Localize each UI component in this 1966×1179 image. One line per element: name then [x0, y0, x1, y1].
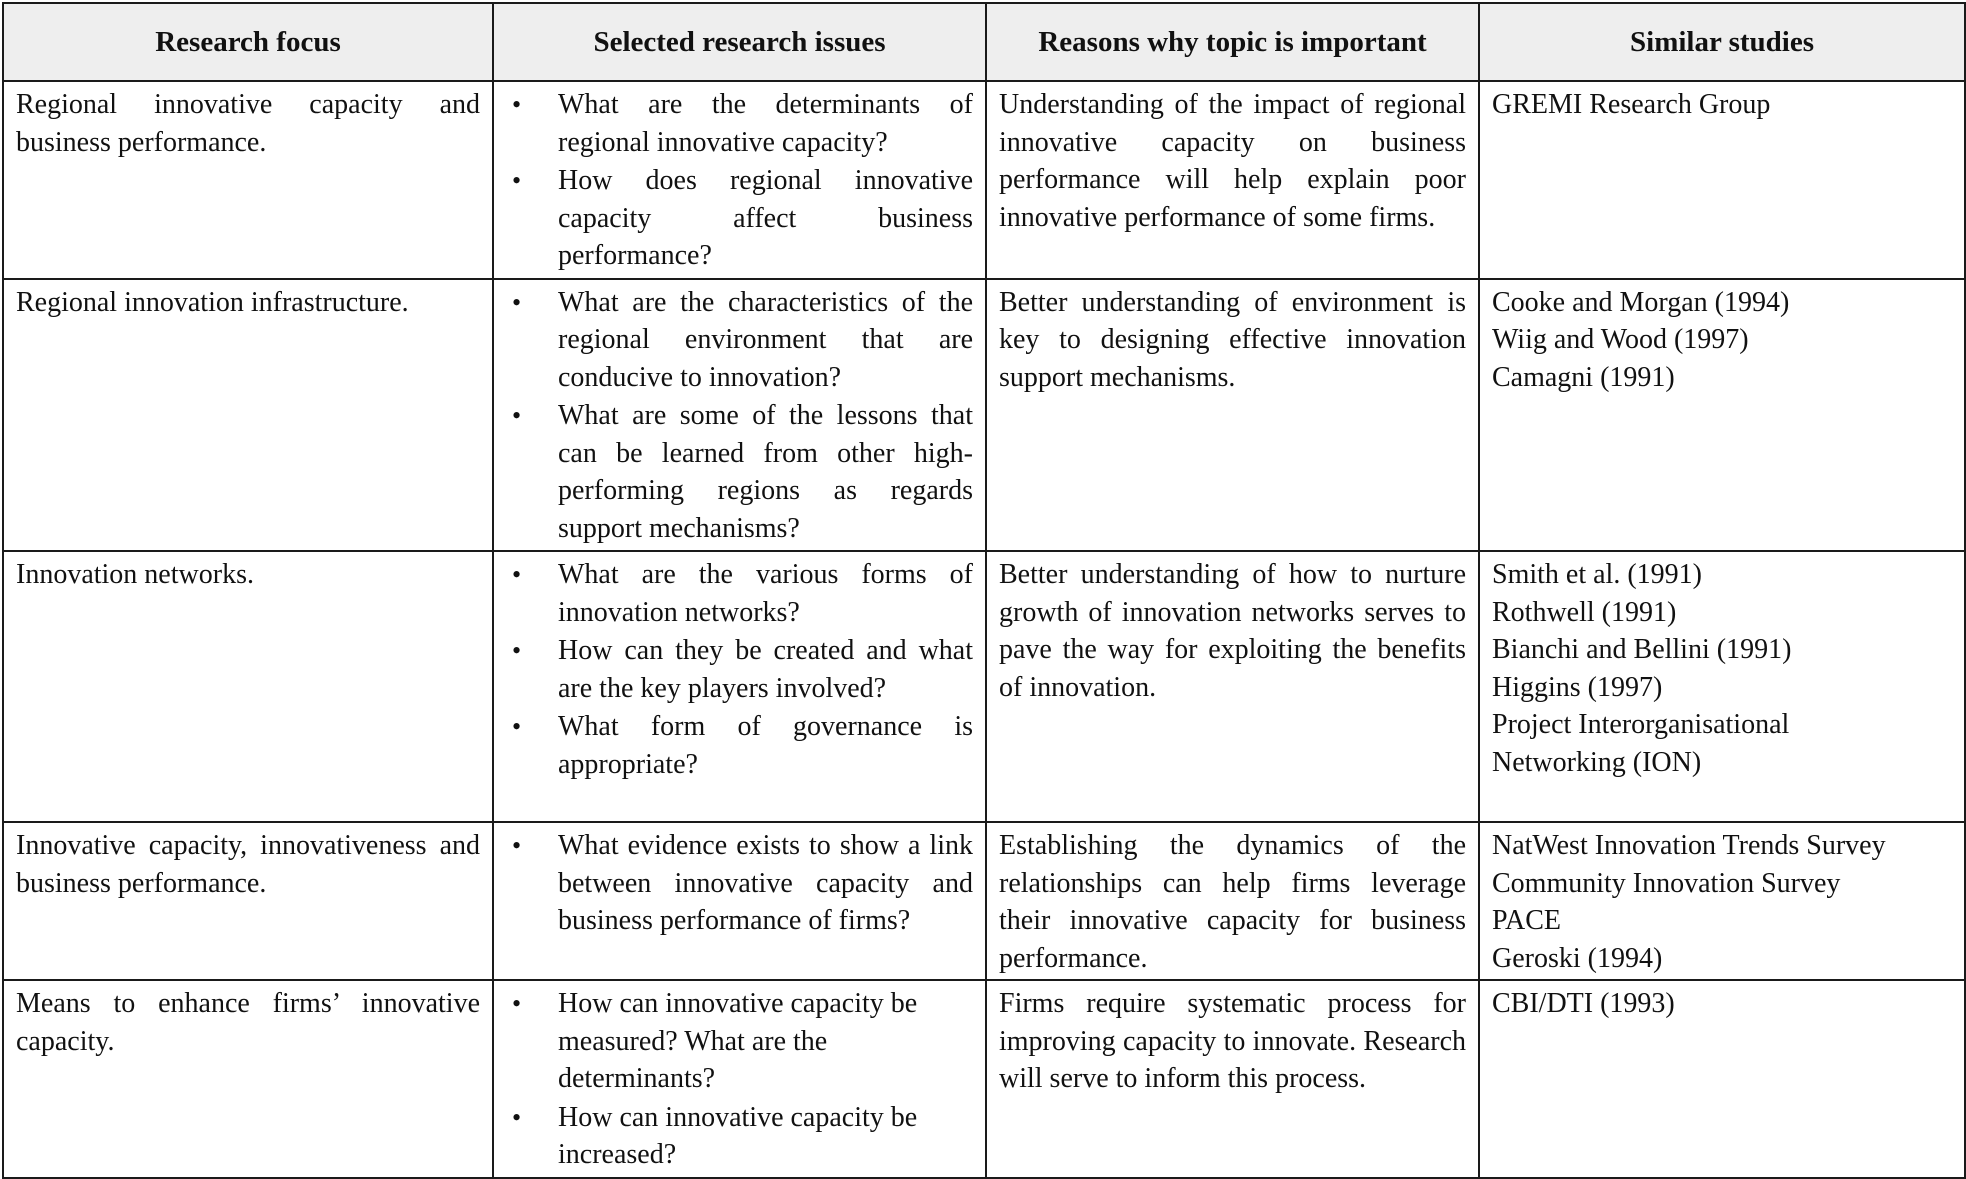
study-item: Wiig and Wood (1997) — [1492, 324, 1749, 355]
bullet-icon: • — [512, 401, 522, 430]
study-item: Rothwell (1991) — [1492, 596, 1677, 628]
reason-cell: Better understanding of how to nurture growth of innovation networks serves to pave the way for exploiting the benefits of innovation. — [986, 551, 1479, 822]
issues-list — [506, 827, 973, 940]
issue-item: • What are the various forms of innovation networks? — [506, 556, 973, 631]
study-item: Camagni (1991) — [1492, 361, 1675, 393]
issues-list — [506, 985, 973, 1174]
issues-list — [506, 556, 973, 783]
issue-item: • What are the determinants of regional innovative capacity? — [506, 86, 973, 161]
issue-item: • What evidence exists to show a link between innovative capacity and business performance of firms? — [506, 827, 973, 940]
issue-item: • What are some of the lessons that can be learned from other high-performing regions as regards support mechanisms? — [506, 397, 973, 547]
research-focus-cell: Innovation networks. — [3, 551, 493, 822]
study-item: Community Innovation Survey — [1492, 867, 1841, 899]
research-focus-cell: Regional innovation infrastructure. — [3, 279, 493, 552]
table-row — [3, 551, 1965, 822]
study-item: Cooke and Morgan (1994) — [1492, 286, 1790, 318]
bullet-icon: • — [512, 636, 522, 665]
research-issues-cell — [493, 822, 986, 980]
table-row — [3, 279, 1965, 552]
header-similar-studies: Similar studies — [1479, 3, 1965, 81]
table-header-row — [3, 3, 1965, 81]
study-item: CBI/DTI (1993) — [1492, 988, 1675, 1019]
similar-studies-cell — [1479, 551, 1965, 822]
bullet-icon: • — [512, 1102, 522, 1132]
reason-cell: Establishing the dynamics of the relationships can help firms leverage their innovative capacity for business performance. — [986, 822, 1479, 980]
research-focus-cell: Innovative capacity, innovativeness and business performance. — [3, 822, 493, 980]
study-item: Networking (ION) — [1492, 746, 1702, 778]
research-focus-cell: Regional innovative capacity and business performance. — [3, 81, 493, 279]
study-item: Higgins (1997) — [1492, 671, 1663, 703]
header-reasons: Reasons why topic is important — [986, 3, 1479, 81]
table-row — [3, 81, 1965, 279]
similar-studies-cell — [1479, 822, 1965, 980]
research-issues-cell — [493, 279, 986, 552]
issue-item: • How can they be created and what are the key players involved? — [506, 632, 973, 707]
research-agenda-table — [2, 2, 1966, 1179]
bullet-icon: • — [512, 560, 522, 589]
header-selected-issues: Selected research issues — [493, 3, 986, 81]
table-row — [3, 822, 1965, 980]
study-item: NatWest Innovation Trends Survey — [1492, 830, 1886, 861]
research-issues-cell — [493, 81, 986, 279]
similar-studies-cell — [1479, 980, 1965, 1178]
reason-cell: Better understanding of environment is key to designing effective innovation support mechanisms. — [986, 279, 1479, 552]
research-focus-cell: Means to enhance firms’ innovative capacity. — [3, 980, 493, 1178]
issues-list — [506, 284, 973, 548]
study-item: Project Interorganisational — [1492, 709, 1790, 740]
reason-cell: Understanding of the impact of regional innovative capacity on business performance will help explain poor innovative performance of some firms. — [986, 81, 1479, 279]
issue-item: • What form of governance is appropriate? — [506, 708, 973, 783]
research-issues-cell — [493, 980, 986, 1178]
issue-item: • What are the characteristics of the regional environment that are conducive to innovation? — [506, 284, 973, 397]
bullet-icon: • — [512, 166, 522, 195]
study-item: GREMI Research Group — [1492, 89, 1771, 120]
study-item: Geroski (1994) — [1492, 942, 1663, 974]
similar-studies-cell — [1479, 279, 1965, 552]
issues-list — [506, 86, 973, 275]
issue-item: • How can innovative capacity be measured? What are the determinants? — [506, 985, 973, 1098]
reason-cell: Firms require systematic process for improving capacity to innovate. Research will serve to inform this process. — [986, 980, 1479, 1178]
research-issues-cell — [493, 551, 986, 822]
similar-studies-cell — [1479, 81, 1965, 279]
bullet-icon: • — [512, 287, 522, 317]
table-row — [3, 980, 1965, 1178]
study-item: PACE — [1492, 905, 1562, 936]
bullet-icon: • — [512, 90, 522, 119]
bullet-icon: • — [512, 989, 522, 1018]
bullet-icon: • — [512, 831, 522, 860]
issue-item: • How does regional innovative capacity affect business performance? — [506, 162, 973, 275]
study-item: Bianchi and Bellini (1991) — [1492, 634, 1792, 665]
header-research-focus: Research focus — [3, 3, 493, 81]
study-item: Smith et al. (1991) — [1492, 559, 1702, 590]
issue-item: • How can innovative capacity be increased? — [506, 1099, 973, 1174]
bullet-icon: • — [512, 712, 522, 741]
